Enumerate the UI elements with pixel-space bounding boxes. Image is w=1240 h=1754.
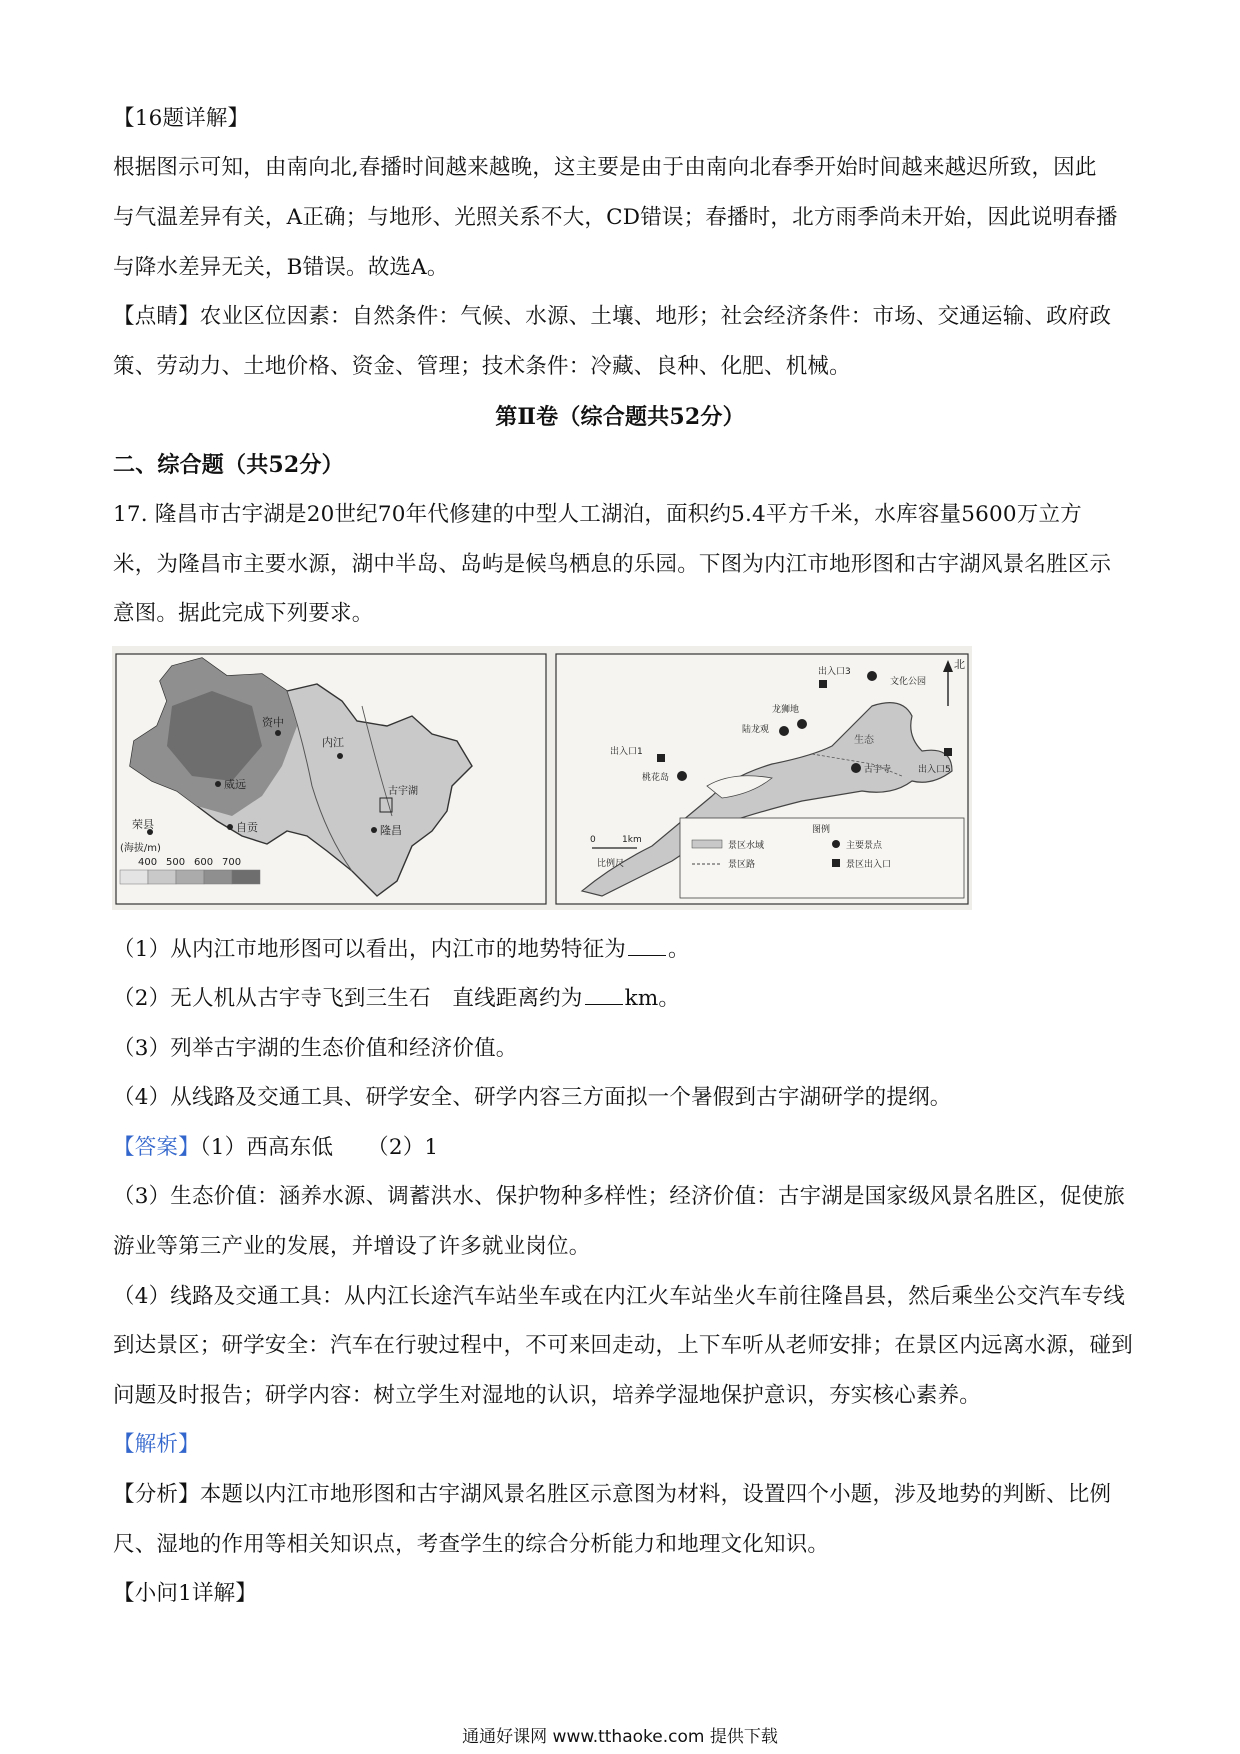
elevation-legend-title: (海拔/m): [120, 843, 161, 854]
elev-tick-500: 500: [166, 857, 186, 868]
label-rongxian: 荣县: [132, 818, 154, 831]
q16-paragraph-line-2: 与气温差异有关，A正确；与地形、光照关系不大，CD错误；春播时，北方雨季尚未开始，因此说明春播: [113, 205, 1118, 230]
elev-tick-400: 400: [138, 857, 158, 868]
q17-sub-question-2: [113, 984, 1143, 1014]
answer-blank-1: [628, 935, 666, 956]
maps-svg: [112, 646, 972, 910]
answer-4-line-2: 到达景区；研学安全：汽车在行驶过程中，不可来回走动，上下车听从老师安排；在景区内远离水源，碰到: [113, 1333, 1133, 1358]
q16-paragraph-line-3: 与降水差异无关，B错误。故选A。: [113, 255, 449, 280]
label-zizhong: 资中: [262, 716, 284, 729]
answer-3-line-2: 游业等第三产业的发展，并增设了许多就业岗位。: [113, 1234, 591, 1259]
zigong-dot: [227, 824, 233, 830]
answer-4-line-1: （4）线路及交通工具：从内江长途汽车站坐车或在内江火车站坐火车前往隆昌县，然后乘坐公交汽车专线: [113, 1284, 1126, 1309]
sub2-text: （2）无人机从古宇寺飞到三生石 直线距离约为: [113, 986, 583, 1011]
sub1-end: 。: [667, 937, 690, 962]
sub-question-1-detail-header: 【小问1详解】: [113, 1581, 258, 1606]
label-weiyuan: 威远: [224, 778, 246, 791]
elev-swatch-3: [176, 870, 204, 884]
q17-sub-question-4: （4）从线路及交通工具、研学安全、研学内容三方面拟一个暑假到古宇湖研学的提纲。: [113, 1085, 952, 1110]
q17-sub-question-3: （3）列举古宇湖的生态价值和经济价值。: [113, 1036, 518, 1061]
elev-tick-700: 700: [222, 857, 242, 868]
legend-spot: 主要景点: [846, 841, 883, 851]
label-guyu-temple: 古宇寺: [864, 765, 892, 775]
q16-tip-line-2: 策、劳动力、土地价格、资金、管理；技术条件：冷藏、良种、化肥、机械。: [113, 354, 851, 379]
lulong-marker: [779, 726, 789, 736]
elev-swatch-4: [204, 870, 232, 884]
answer-tag: 【答案】: [113, 1135, 200, 1160]
weiyuan-dot: [215, 781, 221, 787]
guyu-temple-marker: [851, 763, 861, 773]
zizhong-dot: [275, 730, 281, 736]
exit-3-marker: [819, 680, 827, 688]
q16-tip-line-1: 【点睛】农业区位因素：自然条件：气候、水源、土壤、地形；社会经济条件：市场、交通运输、政府政: [113, 304, 1112, 329]
neijiang-dot: [337, 753, 343, 759]
part2-title: 第Ⅱ卷（综合题共52分）: [495, 404, 745, 430]
answer-1: （1）西高东低: [199, 1135, 334, 1160]
analysis-tag: 【解析】: [113, 1432, 200, 1457]
north-label: 北: [954, 658, 965, 671]
q17-stem-line-1: 17. 隆昌市古宇湖是20世纪70年代修建的中型人工湖泊，面积约5.4平方千米，水库容量5600万立方: [113, 502, 1082, 527]
elev-swatch-5: [232, 870, 260, 884]
scale-km: 1km: [622, 835, 642, 845]
answer-3-line-1: （3）生态价值：涵养水源、调蓄洪水、保护物种多样性；经济价值：古宇湖是国家级风景名胜区，促使旅: [113, 1184, 1126, 1209]
legend-spot-icon: [832, 840, 840, 848]
answer-line: [113, 1133, 1143, 1163]
q17-stem-line-2: 米，为隆昌市主要水源，湖中半岛、岛屿是候鸟栖息的乐园。下图为内江市地形图和古宇湖风景名胜区示: [113, 552, 1112, 577]
label-exit-5: 出入口5: [918, 765, 951, 775]
exit-5-marker: [944, 748, 952, 756]
legend-exit-icon: [832, 859, 840, 867]
q17-sub-question-1: [113, 935, 1143, 965]
answer-2: （2）1: [367, 1135, 439, 1160]
label-zigong: 自贡: [236, 821, 258, 834]
legend-water: 景区水域: [728, 841, 765, 851]
elev-swatch-2: [148, 870, 176, 884]
analysis-line-2: 尺、湿地的作用等相关知识点，考查学生的综合分析能力和地理文化知识。: [113, 1532, 830, 1557]
legend-title: 图例: [812, 825, 831, 835]
longchang-dot: [371, 827, 377, 833]
scale-label: 比例尺: [597, 859, 625, 869]
sub1-text: （1）从内江市地形图可以看出，内江市的地势特征为: [113, 937, 626, 962]
culture-park-marker: [867, 671, 877, 681]
elev-swatch-1: [120, 870, 148, 884]
label-lulong: 陆龙观: [742, 725, 770, 735]
answer-4-line-3: 问题及时报告；研学内容：树立学生对湿地的认识，培养学湿地保护意识，夯实核心素养。: [113, 1383, 982, 1408]
elev-tick-600: 600: [194, 857, 214, 868]
label-neijiang: 内江: [322, 736, 344, 749]
legend-road: 景区路: [728, 860, 756, 870]
label-ecology: 生态: [854, 735, 874, 746]
label-taohua: 桃花岛: [642, 773, 670, 783]
section-heading: 二、综合题（共52分）: [113, 452, 344, 478]
q17-stem-line-3: 意图。据此完成下列要求。: [113, 601, 374, 626]
label-exit-1: 出入口1: [610, 747, 643, 757]
label-culture-park: 文化公园: [890, 677, 927, 687]
q17-figure: [112, 646, 972, 910]
legend-exit: 景区出入口: [846, 860, 892, 870]
q16-detail-header: 【16题详解】: [113, 106, 250, 131]
legend-water-swatch: [692, 840, 722, 848]
answer-blank-2: [585, 984, 623, 1005]
q16-paragraph-line-1: 根据图示可知，由南向北,春播时间越来越晚，这主要是由于由南向北春季开始时间越来越迟所致，因此: [113, 155, 1097, 180]
label-exit-3: 出入口3: [818, 667, 851, 677]
analysis-line-1: 【分析】本题以内江市地形图和古宇湖风景名胜区示意图为材料，设置四个小题，涉及地势的判断、比例: [113, 1482, 1112, 1507]
exit-1-marker: [657, 754, 665, 762]
longshi-marker: [797, 719, 807, 729]
scale-zero: 0: [590, 835, 596, 845]
taohua-marker: [677, 771, 687, 781]
label-longchang: 隆昌: [380, 824, 402, 837]
page-footer: 通通好课网 www.tthaoke.com 提供下载: [462, 1727, 778, 1747]
label-longshi: 龙狮地: [772, 705, 800, 715]
sub2-end: km。: [624, 986, 681, 1011]
label-guyu-lake: 古宇湖: [388, 786, 418, 797]
